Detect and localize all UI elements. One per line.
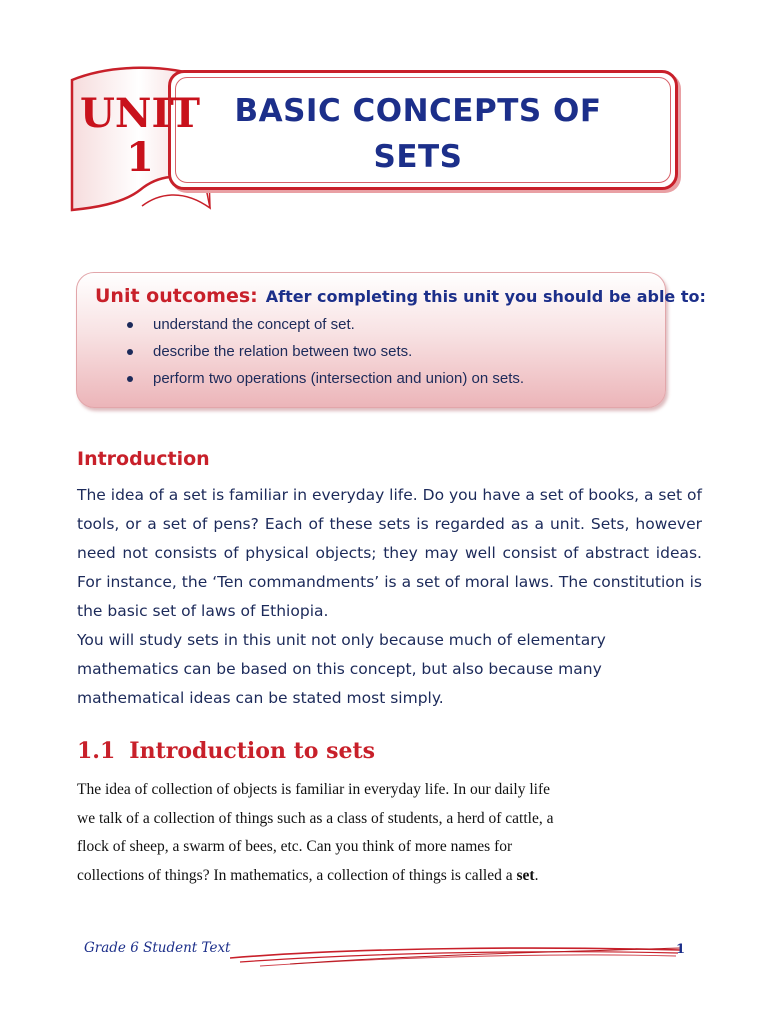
section-body bbox=[77, 776, 697, 890]
unit-title-line1: BASIC CONCEPTS OF bbox=[234, 93, 602, 129]
outcome-text: describe the relation between two sets. bbox=[153, 343, 413, 360]
section-number: 1.1 bbox=[77, 738, 116, 764]
section-last-line-prefix: collections of things? In mathematics, a collection of things is called a bbox=[77, 866, 517, 884]
page-number: 1 bbox=[676, 942, 686, 957]
section-title: Introduction to sets bbox=[129, 738, 376, 764]
list-item bbox=[125, 311, 524, 338]
section-last-line bbox=[77, 862, 697, 891]
bullet-icon bbox=[127, 349, 133, 355]
bullet-icon bbox=[127, 322, 133, 328]
unit-label-number: 1 bbox=[126, 134, 154, 181]
outcome-text: understand the concept of set. bbox=[153, 316, 355, 333]
section-line: The idea of collection of objects is familiar in everyday life. In our daily life bbox=[77, 781, 551, 798]
unit-outcomes-intro: After completing this unit you should be able to: bbox=[265, 287, 706, 306]
introduction-body bbox=[77, 481, 702, 713]
introduction-heading: Introduction bbox=[77, 448, 210, 470]
bullet-icon bbox=[127, 376, 133, 382]
introduction-paragraph-2-line: mathematics can be based on this concept, but also because many bbox=[77, 660, 602, 678]
unit-outcomes-label: Unit outcomes: bbox=[95, 285, 258, 307]
unit-outcomes-box bbox=[76, 272, 706, 408]
list-item bbox=[125, 365, 524, 392]
unit-title-line2: SETS bbox=[373, 139, 463, 175]
list-item bbox=[125, 338, 524, 365]
outcome-text: perform two operations (intersection and union) on sets. bbox=[153, 370, 525, 387]
section-line: flock of sheep, a swarm of bees, etc. Can you think of more names for bbox=[77, 838, 513, 855]
unit-outcomes-list bbox=[125, 311, 524, 392]
unit-outcomes-header bbox=[95, 285, 706, 307]
footer-text: Grade 6 Student Text bbox=[84, 940, 231, 956]
section-heading bbox=[77, 738, 375, 764]
introduction-paragraph-2-line: mathematical ideas can be stated most simply. bbox=[77, 689, 444, 707]
section-last-line-suffix: . bbox=[534, 866, 539, 884]
unit-label-word: UNIT bbox=[80, 90, 200, 137]
set-term: set bbox=[516, 866, 535, 884]
footer-decorative-line bbox=[230, 944, 680, 970]
section-line: we talk of a collection of things such as a class of students, a herd of cattle, a bbox=[77, 809, 554, 827]
unit-title bbox=[208, 88, 628, 180]
introduction-paragraph-1: The idea of a set is familiar in everyday life. Do you have a set of books, a set of tools, or a set of pens? Each of these sets is regarded as a unit. Sets, however need not consists of physical objects; they may well consist of abstract ideas. For instance, the ‘Ten commandments’ is a set of moral laws. The constitution is the basic set of laws of Ethiopia. bbox=[77, 486, 702, 620]
unit-label bbox=[70, 92, 210, 180]
introduction-paragraph-2-line: You will study sets in this unit not only because much of elementary bbox=[77, 631, 606, 649]
